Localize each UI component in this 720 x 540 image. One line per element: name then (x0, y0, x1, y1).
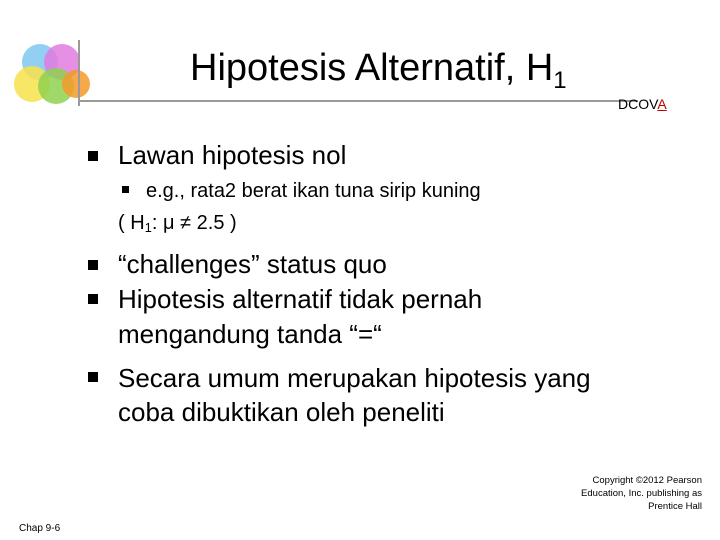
dcova-highlight: A (657, 96, 667, 112)
copyright-line-3: Prentice Hall (648, 501, 702, 512)
chapter-label: Chap 9-6 (19, 523, 61, 534)
bullet-marker (88, 151, 98, 161)
sub-bullet-1-continuation (118, 212, 237, 235)
dcova-prefix: DCOV (618, 96, 658, 112)
bullet-4-line-2: coba dibuktikan oleh peneliti (118, 397, 445, 427)
bullet-marker (88, 294, 98, 304)
title-vertical-rule (78, 40, 80, 106)
bullet-3-line-1: Hipotesis alternatif tidak pernah (118, 284, 483, 314)
sub-bullet-1-text: e.g., rata2 berat ikan tuna sirip kuning (146, 180, 481, 202)
copyright-line-1: Copyright ©2012 Pearson (592, 475, 702, 486)
title-subscript: 1 (553, 67, 567, 94)
sub-bullet-marker (122, 186, 129, 193)
h1-subscript: 1 (144, 220, 152, 235)
bullet-marker (88, 260, 98, 270)
bullet-2-text: “challenges” status quo (118, 249, 387, 279)
bullet-marker (88, 372, 98, 382)
bullet-4-line-1: Secara umum merupakan hipotesis yang (118, 363, 591, 393)
logo-icon (10, 40, 100, 130)
copyright-line-2: Education, Inc. publishing as (581, 488, 702, 499)
title-text: Hipotesis Alternatif, H (190, 47, 554, 89)
page-title (190, 47, 567, 95)
dcova-tag (618, 96, 667, 112)
bullet-3-line-2: mengandung tanda “=“ (118, 319, 382, 349)
title-horizontal-rule (78, 100, 638, 102)
copyright-notice (542, 474, 702, 513)
bullet-1-text: Lawan hipotesis nol (118, 140, 347, 170)
h1-prefix: ( H (118, 212, 145, 234)
h1-suffix: : μ ≠ 2.5 ) (151, 212, 237, 234)
